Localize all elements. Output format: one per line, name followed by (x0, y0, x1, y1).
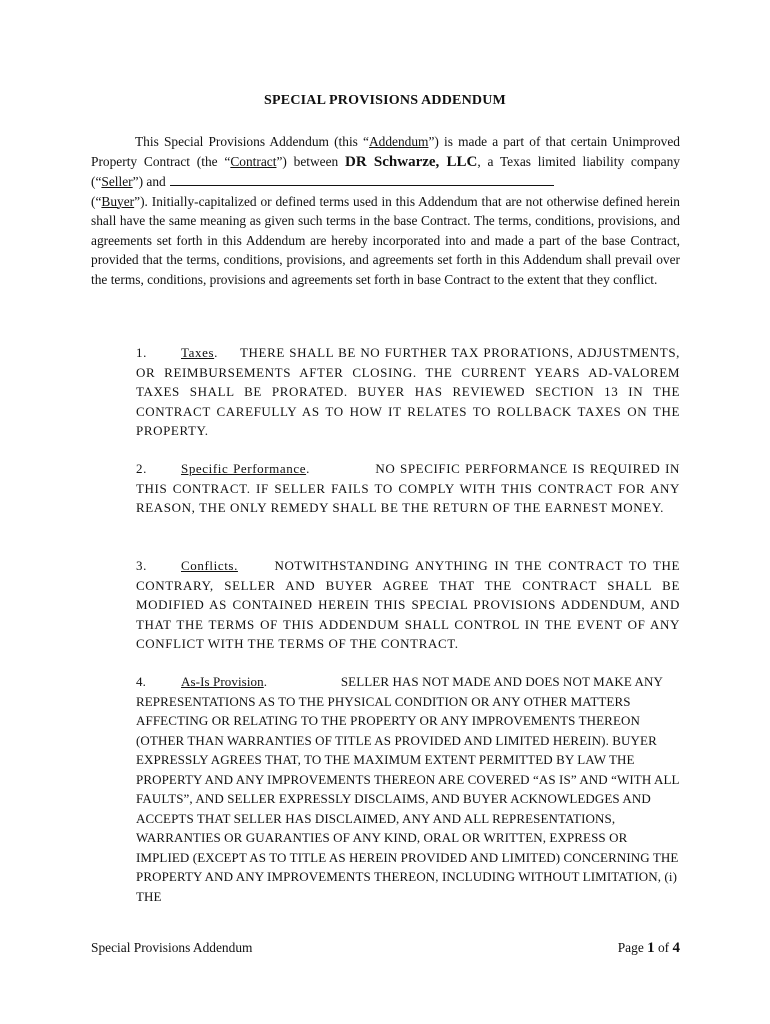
section-number: 3. (136, 558, 147, 573)
section-body: THERE SHALL BE NO FURTHER TAX PRORATIONS, ADJUSTMENTS, OR REIMBURSEMENTS AFTER CLOSING. THE CURRENT YEARS AD-VALOREM TAXES SHALL BE PRORATED. BUYER HAS REVIEWED SECTION 13 IN THE CONTRACT CAREFULLY AS TO HOW IT RELATES TO ROLLBACK TAXES ON THE PROPERTY. (136, 345, 681, 438)
intro-text-4: , a Texas limited liability company (“ (91, 153, 681, 189)
section-body: NOTWITHSTANDING ANYTHING IN THE CONTRACT TO THE CONTRARY, SELLER AND BUYER AGREE THAT THE CONTRACT SHALL BE MODIFIED AS CONTAINED HEREIN THIS SPECIAL PROVISIONS ADDENDUM, AND THAT THE TERMS OF THIS ADDENDUM SHALL CONTROL IN THE EVENT OF ANY CONFLICT WITH THE TERMS OF THE CONTRACT. (136, 558, 680, 651)
seller-defined-term: Seller (101, 174, 133, 189)
buyer-defined-term: Buyer (101, 193, 135, 209)
intro-text-5: ”) and (132, 174, 166, 189)
intro-text-2: ”) is made a part of that certain Unimproved Property Contract (the “ (91, 134, 680, 169)
section-heading-punct: . (263, 674, 268, 689)
page-word: Page (617, 940, 644, 955)
intro-text-3: ”) between (276, 153, 346, 169)
contract-defined-term: Contract (230, 153, 277, 169)
footer-document-name: Special Provisions Addendum (91, 940, 253, 955)
addendum-defined-term: Addendum (368, 134, 429, 149)
section-number: 2. (136, 461, 147, 476)
section-conflicts (136, 556, 680, 654)
section-heading-punct: . (214, 345, 218, 360)
page-of: of (657, 940, 670, 955)
section-number: 1. (136, 345, 147, 360)
seller-name: DR Schwarze, LLC (345, 153, 478, 170)
page-number (618, 940, 680, 957)
section-heading: Specific Performance (181, 461, 307, 476)
section-number: 4. (136, 674, 146, 689)
section-heading: Conflicts. (181, 558, 238, 573)
section-body: NO SPECIFIC PERFORMANCE IS REQUIRED IN THIS CONTRACT. IF SELLER FAILS TO COMPLY WITH THIS CONTRACT FOR ANY REASON, THE ONLY REMEDY SHALL BE THE RETURN OF THE EARNEST MONEY. (136, 461, 680, 515)
section-taxes (136, 343, 680, 441)
page-current: 1 (647, 940, 655, 956)
intro-text-7: ”). Initially-capitalized or defined terms used in this Addendum that are not otherwise defined herein shall have the same meaning as given such terms in the base Contract. The terms, conditions, provisions, and agreements set forth in this Addendum are hereby incorporated into and made a part of the base Contract, provided that the terms, conditions, provisions, and agreements set forth in this Addendum shall prevail over the terms, conditions, provisions and agreements set forth in base Contract to the extent that they conflict. (91, 193, 680, 287)
section-heading-punct: . (306, 461, 310, 476)
intro-text-1: This Special Provisions Addendum (this “ (135, 134, 369, 149)
section-heading: Taxes (181, 345, 215, 360)
page-footer (91, 940, 680, 957)
buyer-name-blank (170, 173, 554, 186)
section-body: SELLER HAS NOT MADE AND DOES NOT MAKE ANY REPRESENTATIONS AS TO THE PHYSICAL CONDITION OR ANY OTHER MATTERS AFFECTING OR RELATING TO THE PROPERTY OR ANY IMPROVEMENTS THEREON (OTHER THAN WARRANTIES OF TITLE AS PROVIDED AND LIMITED HEREIN). BUYER EXPRESSLY AGREES THAT, TO THE MAXIMUM EXTENT PERMITTED BY LAW THE PROPERTY AND ANY IMPROVEMENTS THEREON ARE COVERED “AS IS” AND “WITH ALL FAULTS”, AND SELLER EXPRESSLY DISCLAIMS, AND BUYER ACKNOWLEDGES AND ACCEPTS THAT SELLER HAS DISCLAIMED, ANY AND ALL REPRESENTATIONS, WARRANTIES OR GUARANTIES OF ANY KIND, ORAL OR WRITTEN, EXPRESS OR IMPLIED (EXCEPT AS TO TITLE AS HEREIN PROVIDED AND LIMITED) CONCERNING THE PROPERTY AND ANY IMPROVEMENTS THEREON, INCLUDING WITHOUT LIMITATION, (i) THE (136, 674, 680, 904)
intro-text-6: (“ (91, 193, 102, 209)
intro-paragraph (91, 132, 680, 289)
section-as-is-provision (136, 672, 680, 906)
section-specific-performance (136, 459, 680, 518)
page-total: 4 (672, 940, 680, 956)
document-title: SPECIAL PROVISIONS ADDENDUM (264, 93, 506, 108)
section-heading: As-Is Provision (181, 674, 264, 689)
